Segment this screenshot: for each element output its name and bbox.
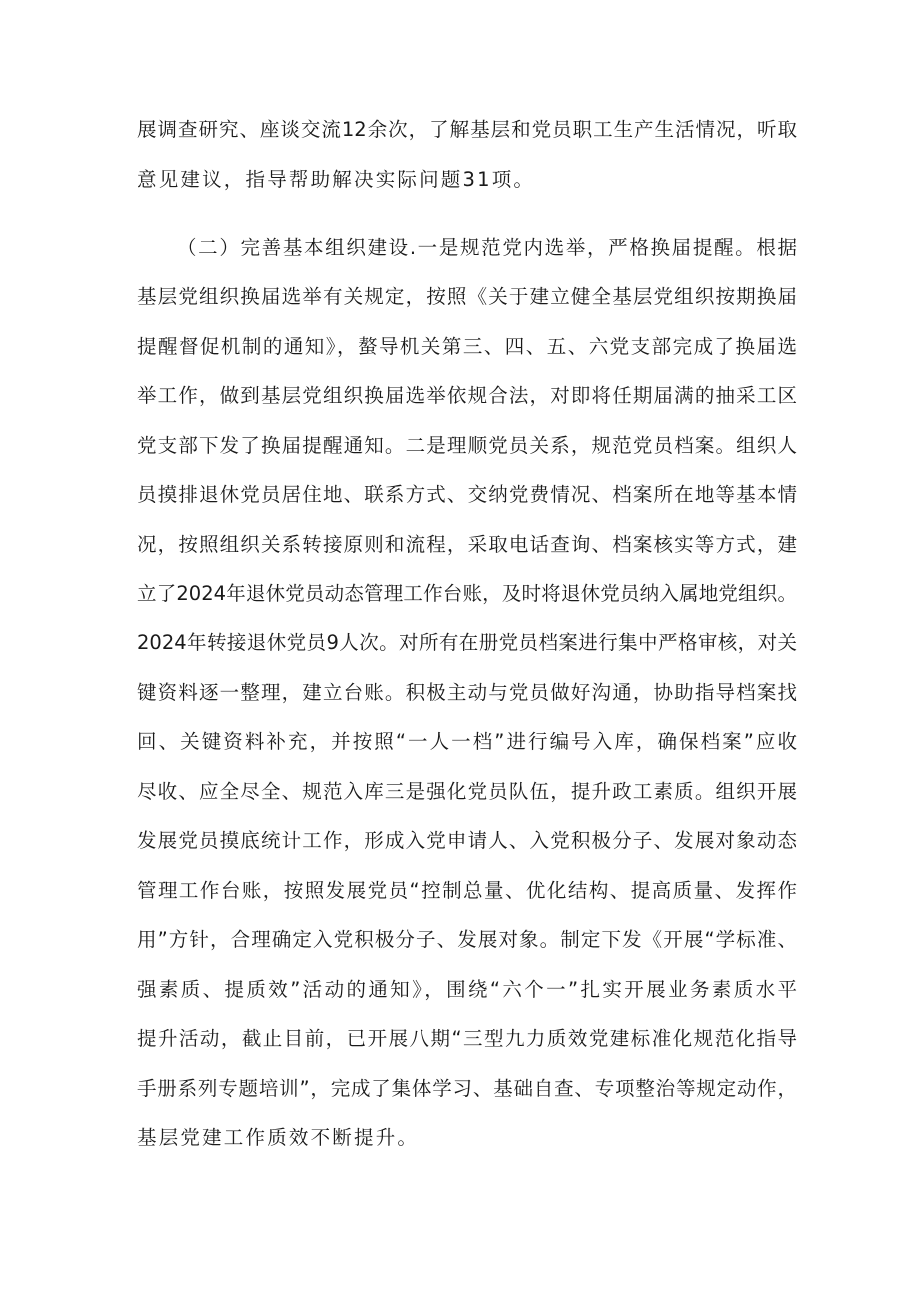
section-heading-line: （二）完善基本组织建设.一是规范党内选举，严格换届提醒。根据 xyxy=(177,236,797,259)
paragraph-line: 举工作，做到基层党组织换届选举依规合法，对即将任期届满的抽采工区 xyxy=(137,384,797,407)
paragraph-line: 回、关键资料补充，并按照“一人一档”进行编号入库，确保档案”应收 xyxy=(137,730,797,753)
paragraph-line: 2024年转接退休党员9人次。对所有在册党员档案进行集中严格审核，对关 xyxy=(137,631,797,654)
paragraph-line: 况，按照组织关系转接原则和流程，采取电话查询、档案核实等方式，建 xyxy=(137,533,797,556)
paragraph-line: 提醒督促机制的通知》，螯导机关第三、四、五、六党支部完成了换届选 xyxy=(137,335,797,358)
paragraph-line: 基层党建工作质效不断提升。 xyxy=(137,1126,420,1149)
paragraph-line: 提升活动，截止目前，已开展八期“三型九力质效党建标准化规范化指导 xyxy=(137,1027,797,1050)
paragraph-line: 意见建议，指导帮助解决实际问题31项。 xyxy=(137,168,536,191)
paragraph-line: 强素质、提质效”活动的通知》，围绕“六个一”扎实开展业务素质水平 xyxy=(137,978,797,1001)
paragraph-line: 尽收、应全尽全、规范入库三是强化党员队伍，提升政工素质。组织开展 xyxy=(137,780,797,803)
paragraph-line: 发展党员摸底统计工作，形成入党申请人、入党积极分子、发展对象动态 xyxy=(137,829,797,852)
paragraph-line: 立了2024年退休党员动态管理工作台账，及时将退休党员纳入属地党组织。 xyxy=(137,582,797,605)
paragraph-line: 党支部下发了换届提醒通知。二是理顺党员关系，规范党员档案。组织人 xyxy=(137,434,797,457)
paragraph-line: 基层党组织换届选举有关规定，按照《关于建立健全基层党组织按期换届 xyxy=(137,285,797,308)
paragraph-line: 用”方针，合理确定入党积极分子、发展对象。制定下发《开展“学标准、 xyxy=(137,928,797,951)
paragraph-line: 手册系列专题培训”，完成了集体学习、基础自查、专项整治等规定动作， xyxy=(137,1077,797,1100)
paragraph-line: 管理工作台账，按照发展党员“控制总量、优化结构、提高质量、发挥作 xyxy=(137,879,797,902)
paragraph-line: 展调查研究、座谈交流12余次，了解基层和党员职工生产生活情况，听取 xyxy=(137,118,797,141)
paragraph-line: 键资料逐一整理，建立台账。积极主动与党员做好沟通，协助指导档案找 xyxy=(137,681,797,704)
paragraph-line: 员摸排退休党员居住地、联系方式、交纳党费情况、档案所在地等基本情 xyxy=(137,483,797,506)
